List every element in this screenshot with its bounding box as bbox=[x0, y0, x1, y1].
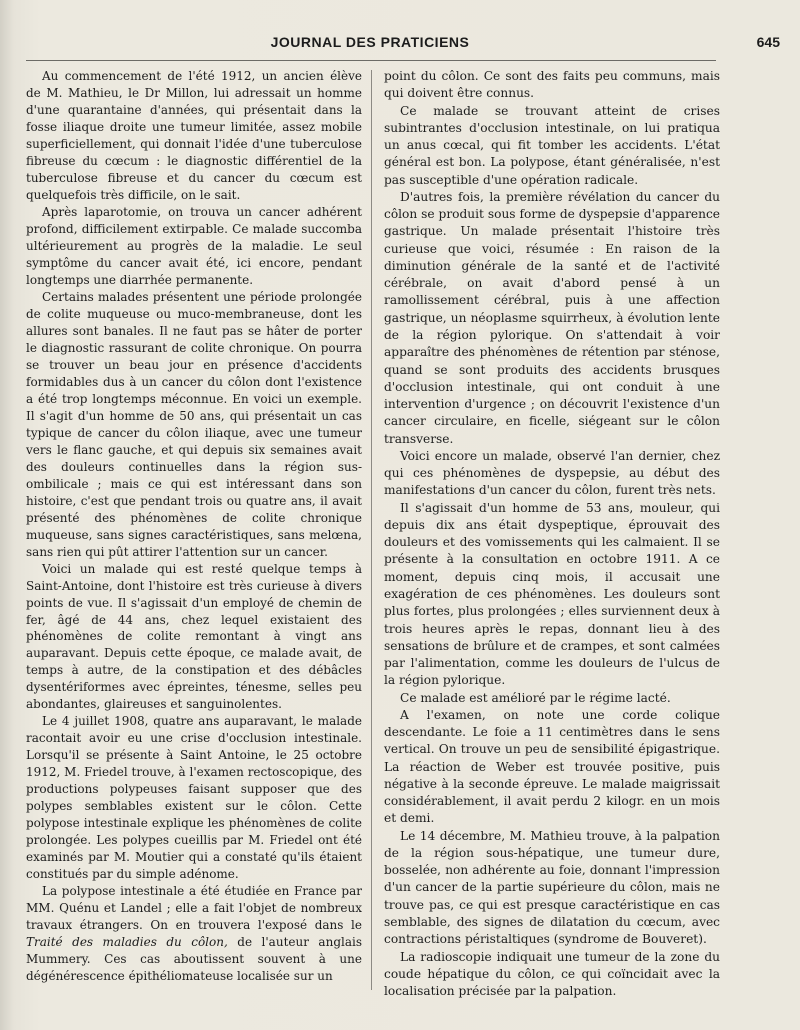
paragraph: Voici un malade qui est resté quelque temps à Saint-Antoine, dont l'histoire est très curieuse à divers points de vue. Il s'agissait d'un employé de chemin de fer, âgé de 44 ans, chez lequel existaient des phénomènes de colite remontant à vingt ans auparavant. Depuis cette époque, ce malade avait, de temps à autre, de la constipation et des débâcles dysentériformes avec épreintes, ténesme, selles peu abondantes, glaireuses et sanguinolentes. bbox=[26, 561, 362, 712]
journal-title: JOURNAL DES PRATICIENS bbox=[270, 34, 470, 50]
paragraph-text-tail: de l'auteur anglais Mummery. Ces cas aboutissent souvent à une dégénérescence épithéliomateuse localisée sur un bbox=[26, 935, 362, 984]
paragraph: Au commencement de l'été 1912, un ancien élève de M. Mathieu, le Dr Millon, lui adressait un homme d'une quarantaine d'années, qui présentait dans la fosse iliaque droite une tumeur limitée, assez mobile superficiellement, qui donnait l'idée d'une tuberculose fibreuse du cœcum : le diagnostic différentiel de la tuberculose fibreuse et du cancer du cœcum est quelquefois très difficile, on le sait. bbox=[26, 69, 362, 202]
paragraph-continued: point du côlon. Ce sont des faits peu communs, mais qui doivent être connus. bbox=[384, 69, 720, 101]
header-rule bbox=[26, 60, 716, 61]
page-number: 645 bbox=[756, 34, 780, 50]
paragraph-text: La polypose intestinale a été étudiée en France par MM. Quénu et Landel ; elle a fait l'objet de nombreux travaux étrangers. On en trouvera l'exposé dans le bbox=[26, 884, 362, 933]
paragraph: Voici encore un malade, observé l'an dernier, chez qui ces phénomènes de dyspepsie, au début des manifestations d'un cancer du côlon, furent très nets. bbox=[384, 448, 720, 498]
paragraph-polypose bbox=[26, 883, 362, 985]
paragraph: Ce malade est amélioré par le régime lacté. bbox=[400, 690, 671, 705]
paragraph: A l'examen, on note une corde colique descendante. Le foie a 11 centimètres dans le sens vertical. On trouve un peu de sensibilité épigastrique. La réaction de Weber est trouvée positive, puis négative à la seconde épreuve. Le malade maigrissait considérablement, il avait perdu 2 kilogr. en un mois et demi. bbox=[384, 707, 720, 826]
paragraph: La radioscopie indiquait une tumeur de la zone du coude hépatique du côlon, ce qui coïncidait avec la localisation précisée par la palpation. bbox=[384, 949, 720, 999]
paragraph: Ce malade se trouvant atteint de crises subintrantes d'occlusion intestinale, on lui pratiqua un anus cœcal, qui fit tomber les accidents. L'état général est bon. La polypose, étant généralisée, n'est pas susceptible d'une opération radicale. bbox=[384, 103, 720, 187]
paragraph: Certains malades présentent une période prolongée de colite muqueuse ou muco-membraneuse, dont les allures sont banales. Il ne faut pas se hâter de porter le diagnostic rassurant de colite chronique. On pourra se trouver un beau jour en présence d'accidents formidables dus à un cancer du côlon dont l'existence a été trop longtemps méconnue. En voici un exemple. Il s'agit d'un homme de 50 ans, qui présentait un cas typique de cancer du côlon iliaque, avec une tumeur vers le flanc gauche, et qui depuis six semaines avait des douleurs continuelles dans la région sus-ombilicale ; mais ce qui est intéressant dans son histoire, c'est que pendant trois ou quatre ans, il avait présenté des phénomènes de colite chronique muqueuse, sans signes caractéristiques, sans melœna, sans rien qui pût attirer l'attention sur un cancer. bbox=[26, 289, 362, 559]
left-column bbox=[26, 68, 362, 985]
paragraph: Il s'agissait d'un homme de 53 ans, mouleur, qui depuis dix ans était dyspeptique, éprouvait des douleurs et des vomissements qui les calmaient. Il se présente à la consultation en octobre 1911. A ce moment, depuis cinq mois, il accusait une exagération de ces phénomènes. Les douleurs sont plus fortes, plus prolongées ; elles surviennent deux à trois heures après le repas, donnant lieu à des sensations de brûlure et de crampes, et sont calmées par l'alimentation, comme les douleurs de l'ulcus de la région pylorique. bbox=[384, 500, 720, 688]
right-column bbox=[384, 68, 720, 1000]
paragraph: Le 4 juillet 1908, quatre ans auparavant, le malade racontait avoir eu une crise d'occlusion intestinale. Lorsqu'il se présente à Saint Antoine, le 25 octobre 1912, M. Friedel trouve, à l'examen rectoscopique, des productions polypeuses faisant supposer que des polypes semblables existent sur le côlon. Cette polypose intestinale explique les phénomènes de colite prolongée. Les polypes cueillis par M. Friedel ont été examinés par M. Moutier qui a constaté qu'ils étaient constitués par du simple adénome. bbox=[26, 714, 363, 882]
paragraph: D'autres fois, la première révélation du cancer du côlon se produit sous forme de dyspepsie d'apparence gastrique. Un malade présentait l'histoire très curieuse que voici, résumée : En raison de la diminution générale de la santé et de l'activité cérébrale, on avait d'abord pensé à un ramollissement cérébral, puis à une affection gastrique, un néoplasme squirrheux, à évolution lente de la région pylorique. On s'attendait à voir apparaître des phénomènes de rétention par sténose, quand se sont produits des accidents brusques d'occlusion intestinale, qui ont conduit à une intervention d'urgence ; on découvrit l'existence d'un cancer circulaire, en ficelle, siégeant sur le côlon transverse. bbox=[384, 189, 720, 446]
column-divider bbox=[371, 70, 372, 990]
running-header bbox=[26, 34, 780, 60]
paragraph: Après laparotomie, on trouva un cancer adhérent profond, difficilement extirpable. Ce malade succomba ultérieurement au progrès de la maladie. Le seul symptôme du cancer avait été, ici encore, pendant longtemps une diarrhée permanente. bbox=[26, 204, 362, 287]
book-title-italic: Traité des maladies du côlon, bbox=[26, 935, 228, 950]
paragraph: Le 14 décembre, M. Mathieu trouve, à la palpation de la région sous-hépatique, une tumeur dure, bosselée, non adhérente au foie, donnant l'impression d'un cancer de la partie supérieure du côlon, mais ne trouve pas, ce qui est presque caractéristique en cas semblable, des signes de dilatation du cœcum, avec contractions péristaltiques (syndrome de Bouveret). bbox=[384, 828, 720, 947]
